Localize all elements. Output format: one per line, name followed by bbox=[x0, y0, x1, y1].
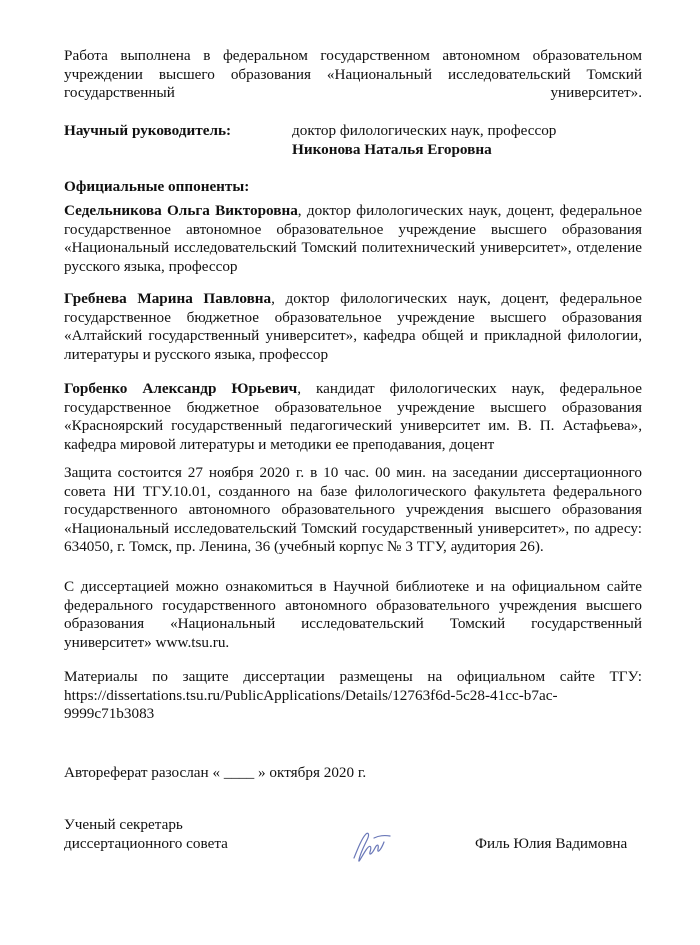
secretary-title-2: диссертационного совета bbox=[64, 835, 228, 852]
sent-date: Автореферат разослан « ____ » октября 2020 г. bbox=[64, 764, 367, 781]
opponent-1-name: Седельникова Ольга Викторовна bbox=[64, 202, 298, 219]
secretary-title-1: Ученый секретарь bbox=[64, 816, 183, 833]
supervisor-label: Научный руководитель: bbox=[64, 122, 232, 139]
opponent-2-name: Гребнева Марина Павловна bbox=[64, 290, 272, 307]
opponent-1 bbox=[64, 202, 642, 276]
opponents-heading: Официальные оппоненты: bbox=[64, 178, 250, 195]
opponent-1-details: , доктор филологических наук, доцент, федеральное государственное автономное образовательное учреждение высшего образования «Национальный исследовательский Томский политехнический университет», отделение русского языка, профессор bbox=[64, 202, 643, 275]
opponent-3 bbox=[64, 380, 642, 454]
materials-line-1: Материалы по защите диссертации размещены на официальном сайте ТГУ: bbox=[64, 668, 642, 685]
defense-paragraph: Защита состоится 27 ноября 2020 г. в 10 час. 00 мин. на заседании диссертационного совета НИ ТГУ.10.01, созданного на базе филологического факультета федерального государственного автономного образовательного учреждения высшего образования «Национальный исследовательский Томский государственный университет», по адресу: 634050, г. Томск, пр. Ленина, 36 (учебный корпус № 3 ТГУ, аудитория 26). bbox=[64, 464, 642, 556]
materials-link-line-3[interactable]: 9999c71b3083 bbox=[64, 705, 155, 723]
library-paragraph: С диссертацией можно ознакомиться в Научной библиотеке и на официальном сайте федерального государственного автономного образовательного учреждения высшего образования «Национальный исследовательский Томский государственный университет» www.tsu.ru. bbox=[64, 578, 642, 651]
opponent-2 bbox=[64, 290, 642, 364]
supervisor-name: Никонова Наталья Егоровна bbox=[292, 141, 492, 158]
signature-image bbox=[348, 826, 394, 871]
opponent-3-details: , кандидат филологических наук, федеральное государственное бюджетное образовательное учреждение высшего образования «Красноярский государственный педагогический университет им. В. П. Астафьева», кафедра мировой литературы и методики ее преподавания, доцент bbox=[64, 380, 642, 453]
materials-link-line-2[interactable]: https://dissertations.tsu.ru/PublicApplications/Details/12763f6d-5c28-41cc-b7ac- bbox=[64, 686, 558, 704]
secretary-name: Филь Юлия Вадимовна bbox=[475, 835, 628, 852]
intro-paragraph: Работа выполнена в федеральном государственном автономном образовательном учреждении высшего образования «Национальный исследовательский Томский государственный университет». bbox=[64, 47, 642, 102]
materials-paragraph bbox=[64, 668, 642, 724]
opponent-2-details: , доктор филологических наук, доцент, федеральное государственное бюджетное образовательное учреждение высшего образования «Алтайский государственный университет», кафедра общей и прикладной филологии, литературы и русского языка, профессор bbox=[64, 290, 643, 363]
opponent-3-name: Горбенко Александр Юрьевич bbox=[64, 380, 298, 397]
supervisor-degree: доктор филологических наук, профессор bbox=[292, 122, 557, 139]
